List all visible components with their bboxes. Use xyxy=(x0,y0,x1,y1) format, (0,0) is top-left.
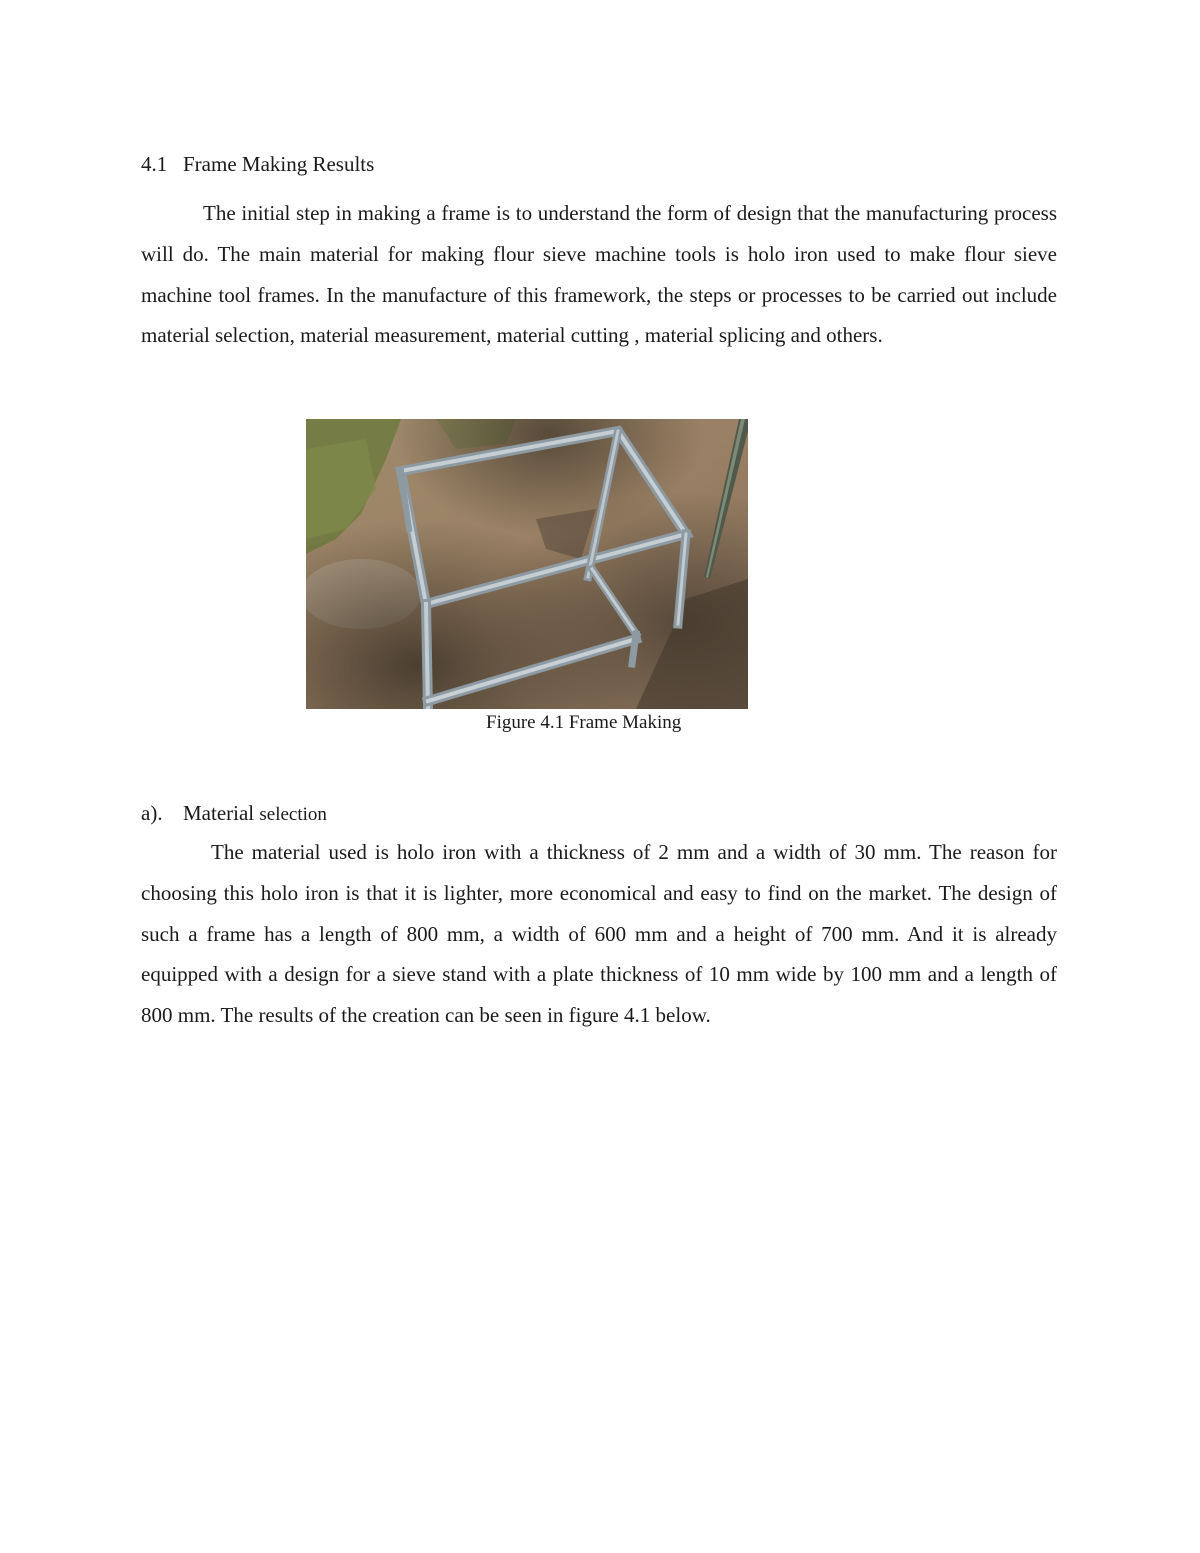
subsection-marker: a). xyxy=(141,801,163,825)
intro-paragraph xyxy=(141,193,1057,356)
material-paragraph-text: The material used is holo iron with a thickness of 2 mm and a width of 30 mm. The reason for choosing this holo iron is that it is lighter, more economical and easy to find on the market. The design of such a frame has a length of 800 mm, a width of 600 mm and a height of 700 mm. And it is already equipped with a design for a sieve stand with a plate thickness of 10 mm wide by 100 mm and a length of 800 mm. The results of the creation can be seen in figure 4.1 below. xyxy=(141,840,1057,1028)
section-heading xyxy=(141,150,374,178)
subsection-title-main: Material xyxy=(183,801,255,825)
material-paragraph xyxy=(141,832,1057,1036)
figure-caption: Figure 4.1 Frame Making xyxy=(486,712,682,733)
subsection-heading xyxy=(141,799,327,829)
subsection-title-small: selection xyxy=(259,804,327,825)
section-title: Frame Making Results xyxy=(183,152,375,176)
frame-photo-illustration xyxy=(306,419,748,709)
section-number: 4.1 xyxy=(141,152,168,176)
frame-photo xyxy=(306,419,748,709)
intro-paragraph-text: The initial step in making a frame is to understand the form of design that the manufacturing process will do. The main material for making flour sieve machine tools is holo iron used to make flour sieve machine tool frames. In the manufacture of this framework, the steps or processes to be carried out include material selection, material measurement, material cutting , material splicing and others. xyxy=(141,201,1057,348)
